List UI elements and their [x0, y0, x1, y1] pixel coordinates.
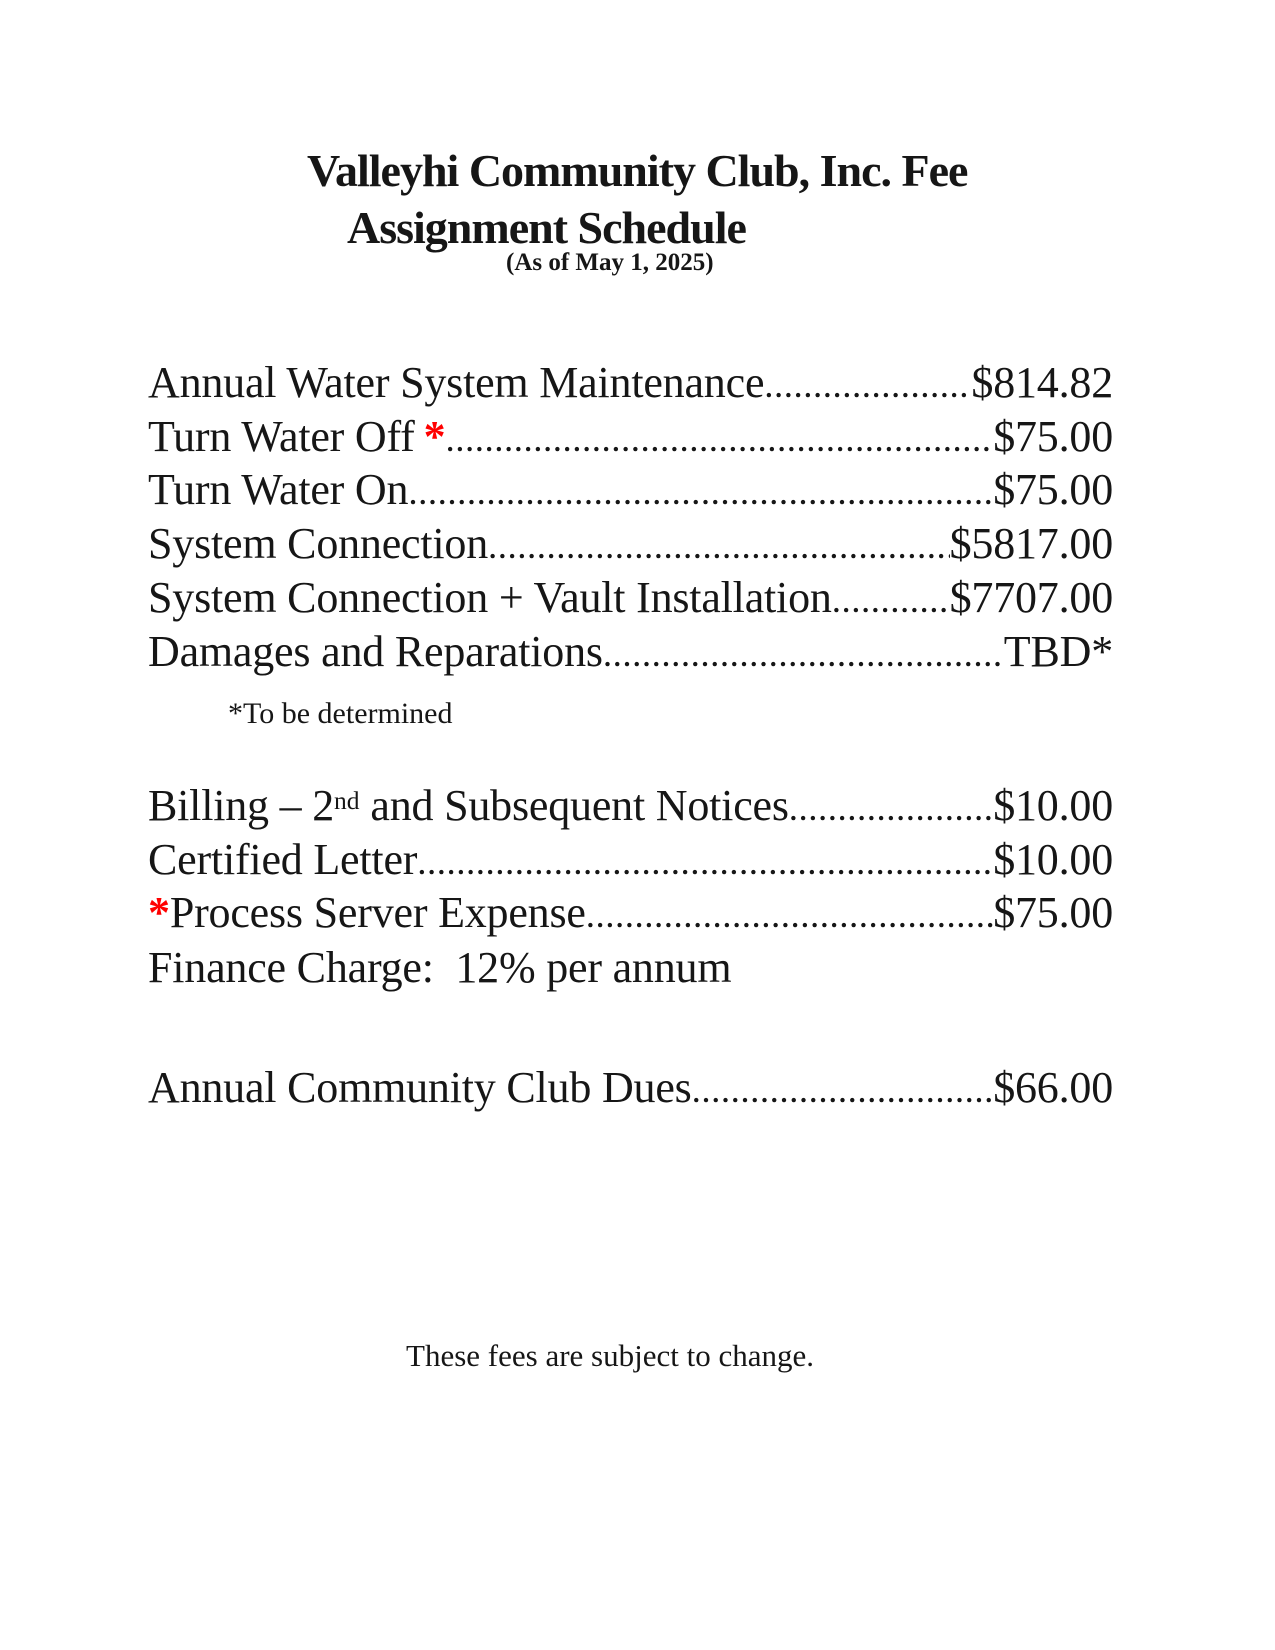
fee-label: Turn Water Off [148, 412, 415, 461]
fee-amount: $75.00 [993, 465, 1113, 514]
fee-amount: $10.00 [993, 781, 1113, 830]
page-title-line2: Assignment Schedule [347, 202, 746, 253]
fee-label: Damages and Reparations [148, 627, 603, 676]
fee-amount: $10.00 [993, 835, 1113, 884]
fee-label: Turn Water On [148, 465, 409, 514]
fee-row-finance-charge [148, 941, 1113, 995]
dot-leader [692, 1064, 994, 1118]
page-title-line1: Valleyhi Community Club, Inc. Fee [307, 145, 968, 196]
dot-leader [445, 413, 993, 467]
fees-subject-to-change-note: These fees are subject to change. [406, 1338, 814, 1373]
fee-row-annual-water-system-maintenance [148, 356, 1113, 413]
fee-label: Finance Charge: 12% per annum [148, 943, 732, 992]
red-asterisk: * [423, 412, 446, 461]
fee-row-annual-community-club-dues [148, 1061, 1113, 1118]
fee-row-damages-and-reparations [148, 625, 1113, 682]
fee-amount: $814.82 [971, 358, 1113, 407]
dot-leader [603, 628, 1004, 682]
fee-row-system-connection-vault-installation [148, 571, 1113, 628]
tbd-footnote: *To be determined [228, 697, 453, 730]
fee-row-system-connection [148, 517, 1113, 574]
dot-leader [832, 574, 950, 628]
fee-amount: TBD* [1003, 627, 1113, 676]
fee-label: Annual Community Club Dues [148, 1063, 692, 1112]
fee-amount: $75.00 [993, 888, 1113, 937]
dot-leader [586, 889, 993, 943]
fee-amount: $5817.00 [949, 519, 1113, 568]
fee-amount: $7707.00 [949, 573, 1113, 622]
fee-row-turn-water-off [148, 410, 1113, 467]
dot-leader [488, 520, 950, 574]
fee-row-certified-letter [148, 833, 1113, 890]
fee-row-process-server-expense [148, 886, 1113, 943]
fee-label: Certified Letter [148, 835, 418, 884]
fee-label-suffix: and Subsequent Notices [359, 781, 789, 830]
effective-date-note: (As of May 1, 2025) [506, 249, 714, 276]
ordinal-superscript: nd [334, 786, 360, 816]
red-asterisk: * [148, 888, 170, 937]
fee-label: Annual Water System Maintenance [148, 358, 765, 407]
dot-leader [417, 836, 993, 890]
dot-leader [764, 359, 971, 413]
fee-label: System Connection + Vault Installation [148, 573, 832, 622]
fee-label: Process Server Expense [169, 888, 586, 937]
fee-row-turn-water-on [148, 463, 1113, 520]
fee-row-billing-subsequent-notices [148, 779, 1113, 839]
dot-leader [408, 466, 993, 520]
dot-leader [789, 782, 993, 836]
fee-label-prefix: Billing – 2 [148, 781, 335, 830]
fee-label: System Connection [148, 519, 489, 568]
fee-amount: $66.00 [993, 1063, 1113, 1112]
fee-amount: $75.00 [993, 412, 1113, 461]
